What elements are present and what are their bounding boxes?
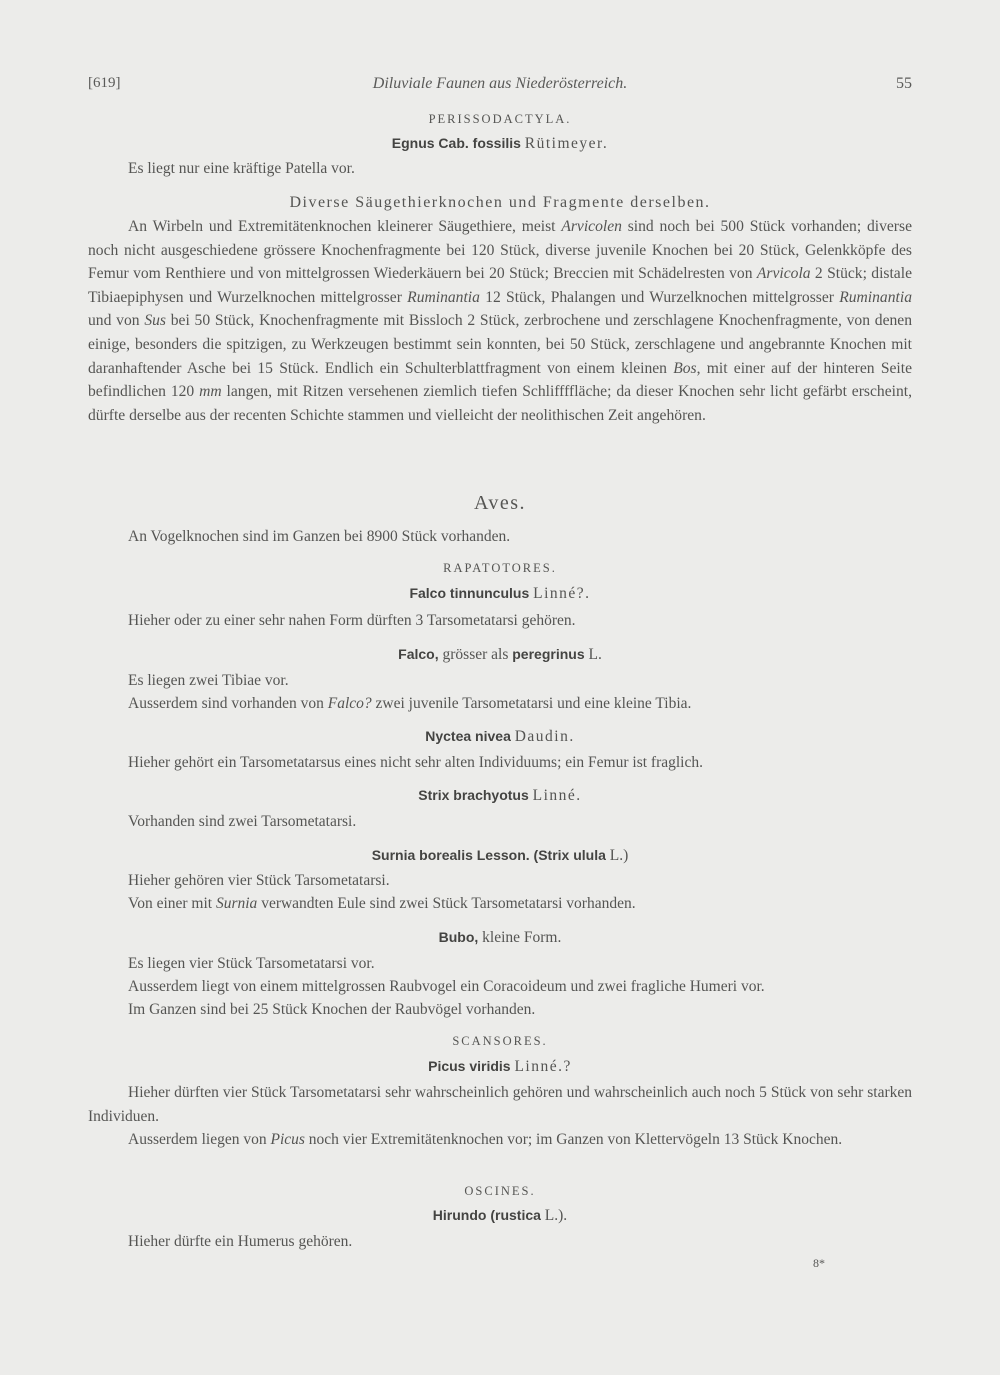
species-note: Hieher gehört ein Tarsometatarsus eines nicht sehr alten Individuums; ein Femur ist fraglich.: [128, 754, 703, 771]
species-heading-hirundo: Hirundo (rustica L.).: [432, 1207, 568, 1224]
species-note: Hieher oder zu einer sehr nahen Form dürften 3 Tarsometatarsi gehören.: [128, 612, 576, 629]
species-heading-equus: [88, 132, 912, 156]
species-note: Im Ganzen sind bei 25 Stück Knochen der Raubvögel vorhanden.: [128, 1001, 536, 1018]
section-heading-perissodactyla: PERISSODACTYLA.: [428, 112, 572, 126]
species-note: Von einer mit Surnia verwandten Eule sind zwei Stück Tarsometatarsi vorhanden.: [128, 895, 636, 912]
species-heading-picus: Picus viridis Linné.?: [428, 1058, 572, 1075]
species-note: Ausserdem sind vorhanden von Falco? zwei juvenile Tarsometatarsi und eine kleine Tibia.: [128, 695, 692, 712]
species-note: Es liegen zwei Tibiae vor.: [128, 672, 289, 689]
species-heading-bubo: Bubo, kleine Form.: [438, 929, 562, 946]
order-heading-rapatotores: RAPATOTORES.: [443, 561, 557, 575]
species-note: Es liegen vier Stück Tarsometatarsi vor.: [128, 955, 375, 972]
species-author: Rütimeyer.: [524, 135, 609, 152]
order-heading-scansores: SCANSORES.: [452, 1034, 548, 1048]
page-number: 55: [896, 75, 912, 92]
species-note: Ausserdem liegen von Picus noch vier Extremitätenknochen vor; im Ganzen von Klettervögeln 13 Stück Knochen.: [128, 1131, 843, 1148]
section-heading-diverse: Diverse Säugethierknochen und Fragmente derselben.: [289, 194, 711, 211]
species-note: Ausserdem liegt von einem mittelgrossen Raubvogel ein Coracoideum und zwei fragliche Humeri vor.: [128, 978, 765, 995]
species-note: Hieher dürfte ein Humerus gehören.: [128, 1233, 353, 1250]
species-note: Es liegt nur eine kräftige Patella vor.: [128, 160, 355, 177]
species-heading-falco-tinnunculus: Falco tinnunculus Linné?.: [409, 585, 591, 602]
species-heading-falco-gross: Falco, grösser als peregrinus L.: [398, 646, 602, 663]
section-heading-aves: Aves.: [473, 492, 527, 514]
species-note: Hieher dürften vier Stück Tarsometatarsi sehr wahrscheinlich gehören und wahrscheinlich auch noch 5 Stück von sehr starken Individuen.: [88, 1084, 912, 1125]
aves-intro: An Vogelknochen sind im Ganzen bei 8900 Stück vorhanden.: [128, 528, 511, 545]
diverse-paragraph: An Wirbeln und Extremitätenknochen kleinerer Säugethiere, meist Arvicolen sind noch bei 500 Stück vorhanden; diverse noch nicht ausgeschiedene grössere Knochenfragmente bei 120 Stück, diverse juvenile Knochen bei 20 Stück, Gelenkköpfe des Femur vom Renthiere und von mittelgrossen Wiederkäuern bei 20 Stück; Breccien mit Schädelresten von Arvicola 2 Stück; distale Tibiaepiphysen und Wurzelknochen mittelgrosser Ruminantia 12 Stück, Phalangen und Wurzelknochen mittelgrosser Ruminantia und von Sus bei 50 Stück, Knochenfragmente mit Bissloch 2 Stück, zerbrochene und zerschlagene Knochenfragmente, von denen einige, besonders die spitzigen, zu Werkzeugen bestimmt sein konnten, bei 50 Stück, zerschlagene und angebrannte Knochen mit daranhaftender Asche bei 15 Stück. Endlich ein Schulterblattfragment von einem kleinen Bos, mit einer auf der hinteren Seite befindlichen 120 mm langen, mit Ritzen versehenen ziemlich tiefen Schliffffläche; da dieser Knochen sehr licht gefärbt erscheint, dürfte derselbe aus der recenten Schichte stammen und vielleicht der neolithischen Zeit angehören.: [88, 218, 913, 424]
order-heading-oscines: OSCINES.: [464, 1184, 536, 1198]
species-heading-strix: Strix brachyotus Linné.: [418, 787, 582, 804]
running-header: [88, 75, 912, 97]
running-title: Diluviale Faunen aus Niederösterreich.: [372, 75, 628, 92]
species-note: Vorhanden sind zwei Tarsometatarsi.: [128, 813, 357, 830]
species-heading-nyctea: Nyctea nivea Daudin.: [425, 728, 575, 745]
page-number-bracket: [619]: [88, 75, 121, 91]
species-name: Egnus Cab. fossilis: [391, 135, 521, 151]
signature-mark: 8*: [813, 1256, 825, 1270]
species-note: Hieher gehören vier Stück Tarsometatarsi.: [128, 872, 390, 889]
species-heading-surnia: Surnia borealis Lesson. (Strix ulula L.): [371, 847, 629, 864]
